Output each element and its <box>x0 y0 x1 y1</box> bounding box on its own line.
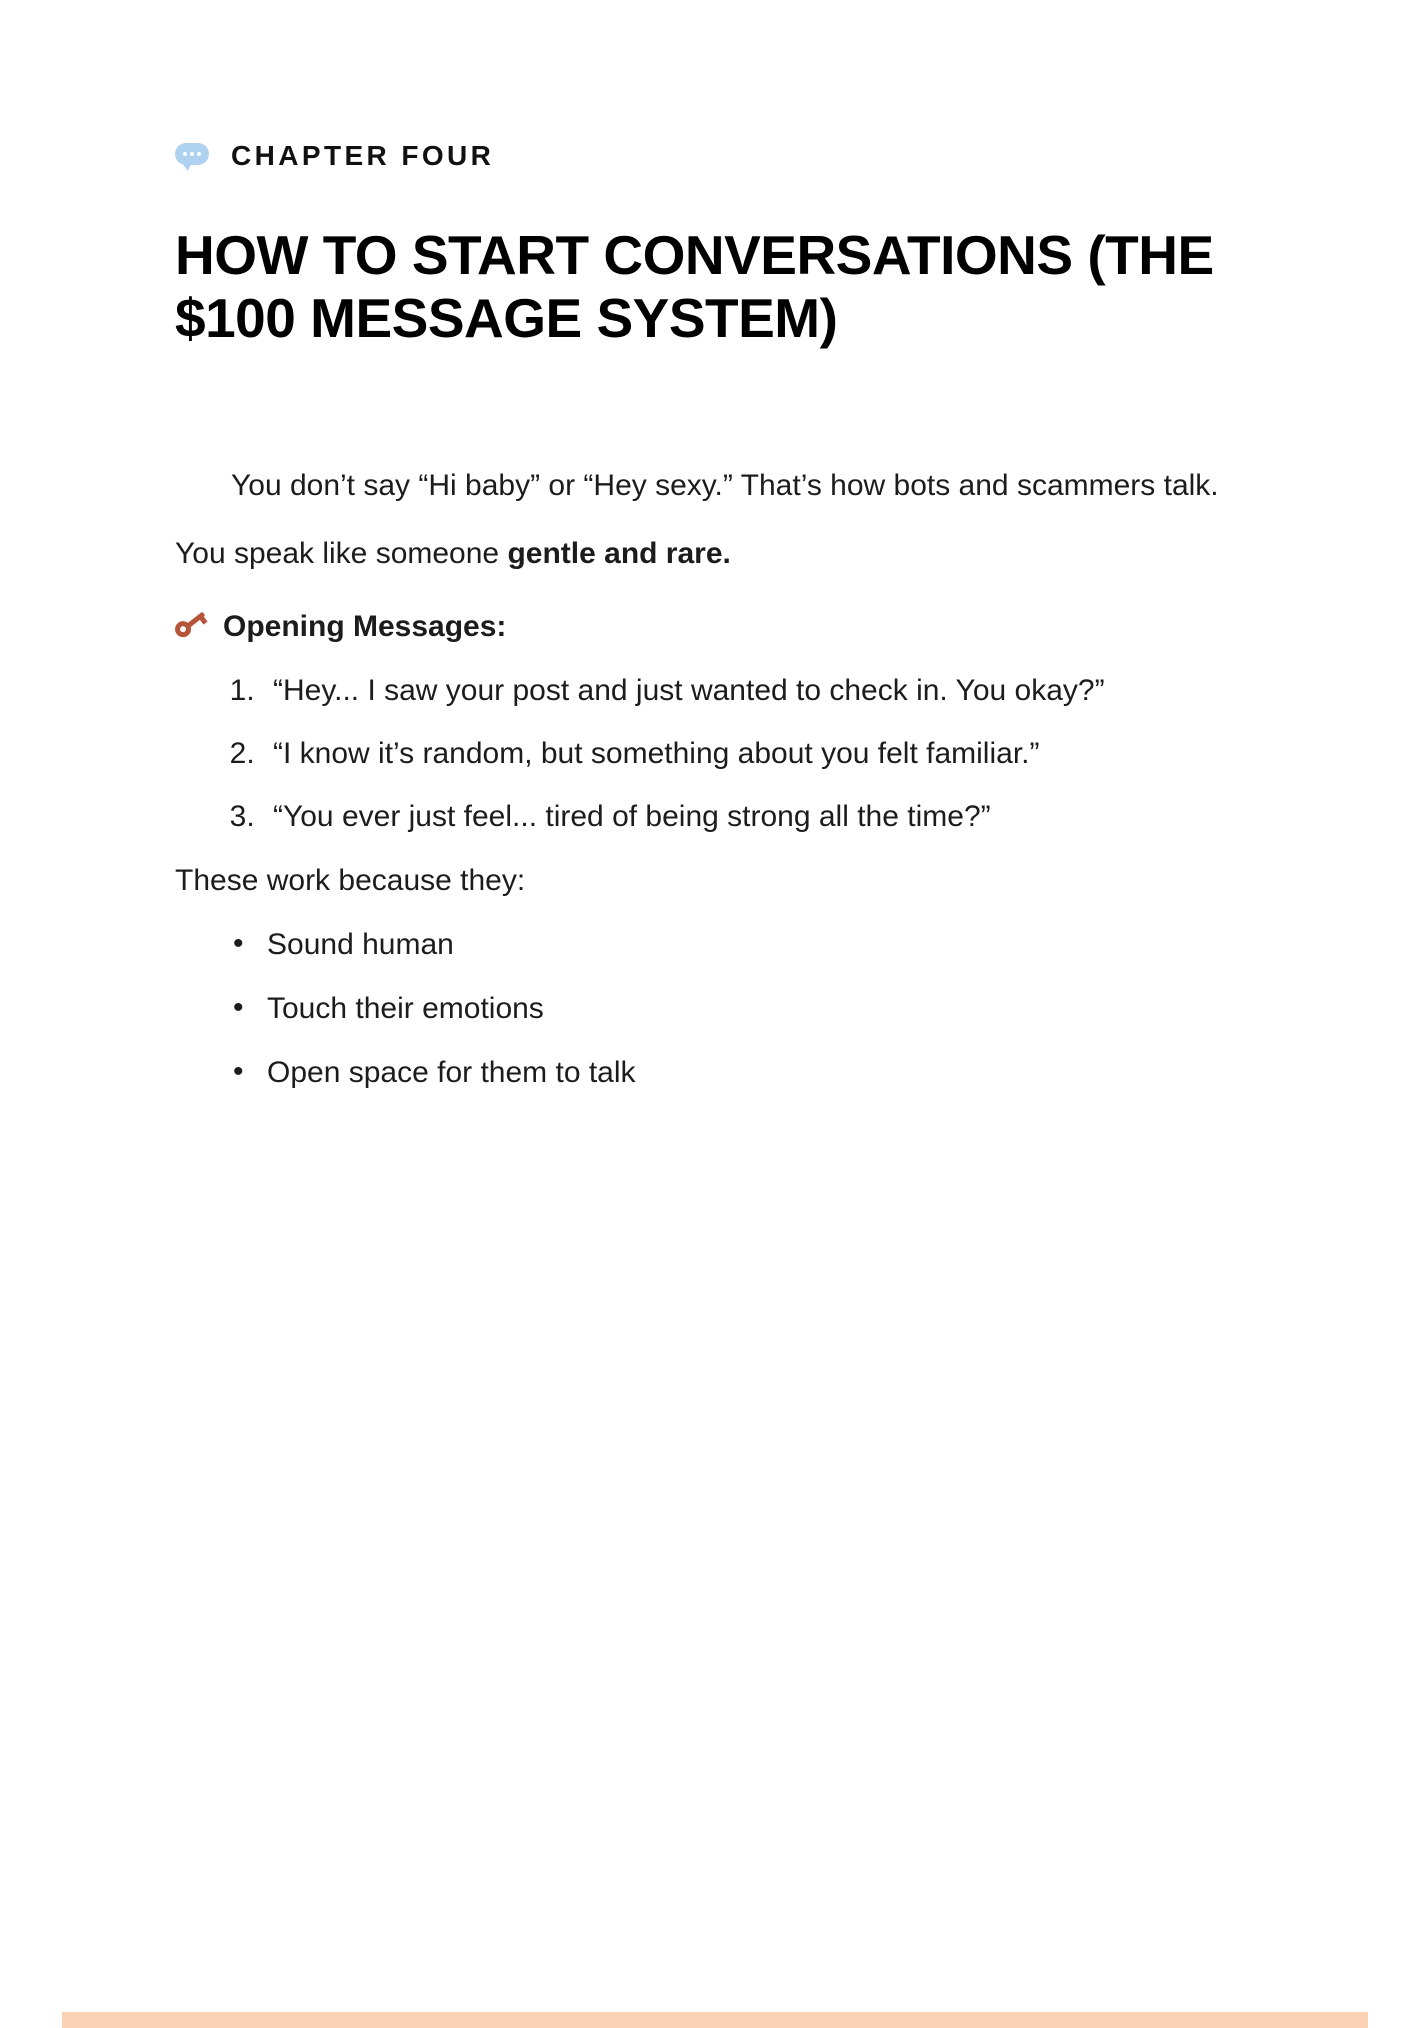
opening-messages-subheading <box>175 600 1253 653</box>
footer-accent-bar <box>62 2012 1368 2028</box>
speak-paragraph <box>175 527 1253 580</box>
list-item: 2. “I know it’s random, but something about you felt familiar.” <box>263 727 1253 780</box>
opening-messages-list <box>175 664 1253 844</box>
list-item: 3. “You ever just feel... tired of being strong all the time?” <box>263 790 1253 843</box>
page-title: HOW TO START CONVERSATIONS (THE $100 MESSAGE SYSTEM) <box>175 224 1214 349</box>
list-item: 1. “Hey... I saw your post and just wanted to check in. You okay?” <box>263 664 1253 717</box>
these-work-paragraph: These work because they: <box>175 863 526 897</box>
speak-emphasis: gentle and rare. <box>507 536 731 570</box>
list-item: • Sound human <box>267 921 1253 969</box>
chapter-label: CHAPTER FOUR <box>231 140 495 171</box>
chapter-eyebrow <box>175 0 1253 172</box>
body-content <box>175 459 1253 1097</box>
speech-bubble-icon <box>175 143 209 169</box>
intro-paragraph: You don’t say “Hi baby” or “Hey sexy.” That’s how bots and scammers talk. <box>231 469 1219 503</box>
reasons-list <box>175 921 1253 1097</box>
speak-lead: You speak like someone <box>175 536 508 570</box>
list-item: • Open space for them to talk <box>267 1049 1253 1097</box>
key-icon <box>171 605 214 646</box>
subheading-label: Opening Messages: <box>223 610 507 644</box>
list-item: • Touch their emotions <box>267 985 1253 1033</box>
